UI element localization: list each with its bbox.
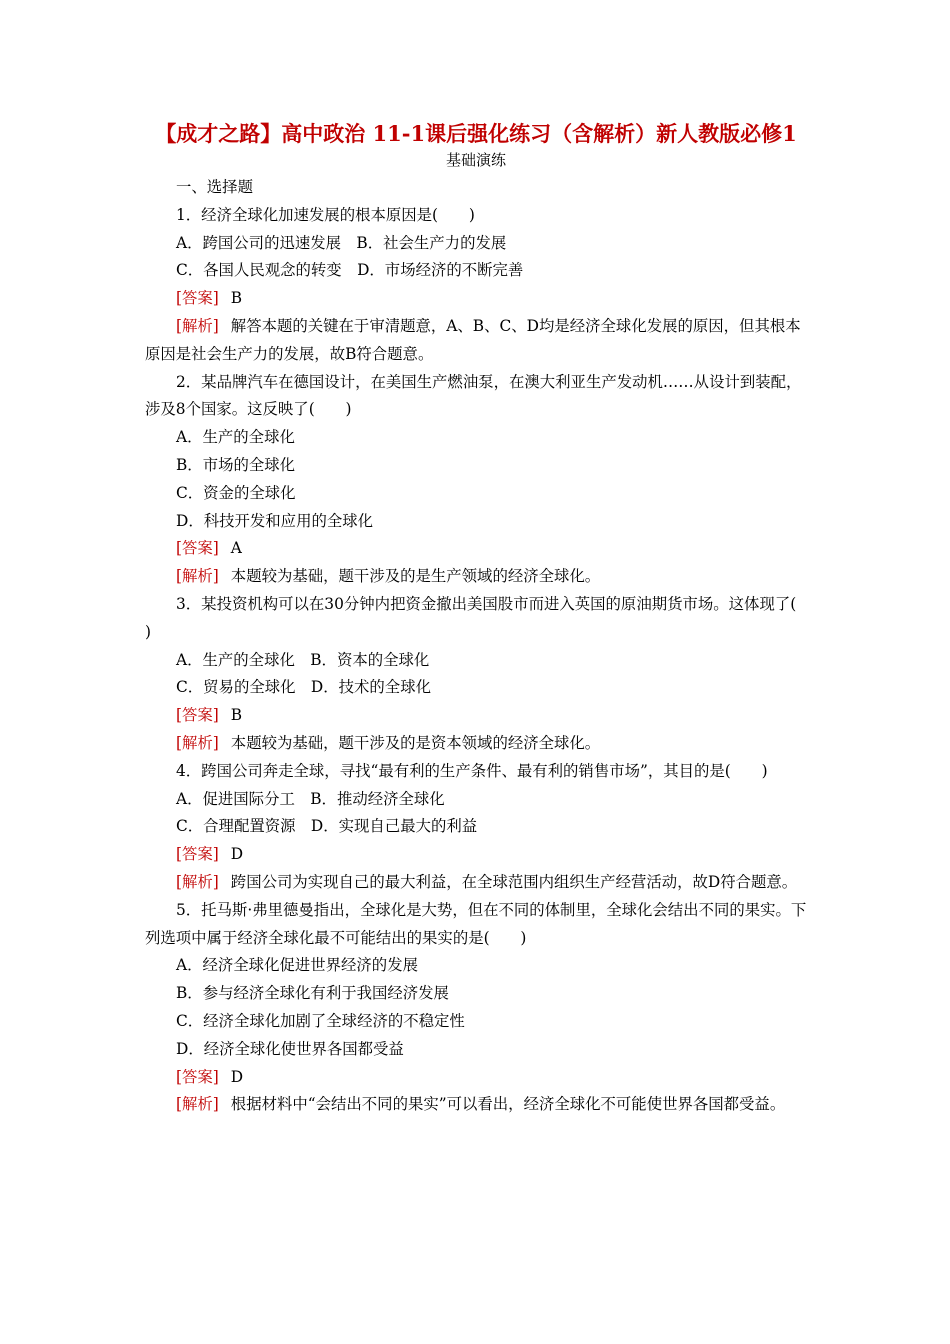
question-block — [145, 758, 807, 897]
analysis-tag: [解析] — [176, 872, 219, 891]
analysis-tag: [解析] — [176, 733, 219, 752]
question-block — [145, 369, 807, 591]
question-option: B．参与经济全球化有利于我国经济发展 — [176, 984, 449, 1003]
question-option: B．市场的全球化 — [176, 455, 296, 474]
question-option: D．经济全球化使世界各国都受益 — [176, 1039, 404, 1058]
question-block — [145, 591, 828, 758]
analysis-text: 根据材料中“会结出不同的果实”可以看出，经济全球化不可能使世界各国都受益。 — [230, 1095, 786, 1114]
analysis-text: 本题较为基础，题干涉及的是生产领域的经济全球化。 — [230, 567, 601, 586]
answer-tag: [答案] — [176, 289, 219, 308]
answer-tag: [答案] — [176, 539, 219, 558]
answer-value: D — [230, 1067, 244, 1086]
question-option: C．各国人民观念的转变 D．市场经济的不断完善 — [176, 261, 524, 280]
answer-tag: [答案] — [176, 706, 219, 725]
question-block — [145, 897, 807, 1119]
question-option: A．经济全球化促进世界经济的发展 — [176, 956, 418, 975]
question-stem: 5．托马斯·弗里德曼指出，全球化是大势，但在不同的体制里，全球化会结出不同的果实。下列选项中属于经济全球化最不可能结出的果实的是( ) — [145, 900, 807, 947]
answer-value: B — [230, 706, 243, 725]
question-option: A．生产的全球化 B．资本的全球化 — [176, 650, 430, 669]
question-stem: 3．某投资机构可以在30分钟内把资金撤出美国股市而进入英国的原油期货市场。这体现了( ) — [145, 594, 828, 641]
analysis-text: 解答本题的关键在于审清题意，A、B、C、D均是经济全球化发展的原因，但其根本原因是社会生产力的发展，故B符合题意。 — [145, 316, 801, 363]
answer-line — [145, 1064, 807, 1092]
question-option: A．生产的全球化 — [176, 428, 295, 447]
answer-value: B — [230, 289, 243, 308]
question-option: A．促进国际分工 B．推动经济全球化 — [176, 789, 445, 808]
question-stem: 2．某品牌汽车在德国设计，在美国生产燃油泵，在澳大利亚生产发动机……从设计到装配，涉及8个国家。这反映了( ) — [145, 372, 802, 419]
answer-line — [145, 841, 807, 869]
question-option: C．合理配置资源 D．实现自己最大的利益 — [176, 817, 478, 836]
analysis-tag: [解析] — [176, 1095, 219, 1114]
question-option: C．经济全球化加剧了全球经济的不稳定性 — [176, 1011, 465, 1030]
section-heading: 一、选择题 — [176, 178, 253, 196]
question-stem: 4．跨国公司奔走全球，寻找“最有利的生产条件、最有利的销售市场”，其目的是( ) — [176, 761, 768, 780]
document-subtitle: 基础演练 — [445, 151, 506, 169]
analysis-tag: [解析] — [176, 567, 219, 586]
analysis-line — [145, 1091, 807, 1119]
analysis-line — [145, 563, 807, 591]
analysis-tag: [解析] — [176, 316, 219, 335]
analysis-text: 本题较为基础，题干涉及的是资本领域的经济全球化。 — [230, 733, 601, 752]
answer-line — [145, 285, 807, 313]
question-option: C．贸易的全球化 D．技术的全球化 — [176, 678, 431, 697]
answer-tag: [答案] — [176, 1067, 219, 1086]
question-option: D．科技开发和应用的全球化 — [176, 511, 374, 530]
question-option: C．资金的全球化 — [176, 483, 296, 502]
question-block — [145, 202, 807, 369]
analysis-line — [145, 730, 807, 758]
question-option: A．跨国公司的迅速发展 B．社会生产力的发展 — [176, 233, 507, 252]
question-list — [145, 202, 828, 1119]
document-title: 【成才之路】高中政治 11-1课后强化练习（含解析）新人教版必修1 — [155, 121, 797, 146]
analysis-line — [145, 313, 807, 369]
question-stem: 1．经济全球化加速发展的根本原因是( ) — [176, 205, 475, 224]
analysis-text: 跨国公司为实现自己的最大利益，在全球范围内组织生产经营活动，故D符合题意。 — [230, 872, 798, 891]
answer-line — [145, 535, 807, 563]
answer-tag: [答案] — [176, 845, 219, 864]
analysis-line — [145, 869, 807, 897]
answer-value: D — [230, 845, 244, 864]
answer-line — [145, 702, 807, 730]
answer-value: A — [230, 539, 242, 558]
document-page — [145, 120, 828, 1119]
